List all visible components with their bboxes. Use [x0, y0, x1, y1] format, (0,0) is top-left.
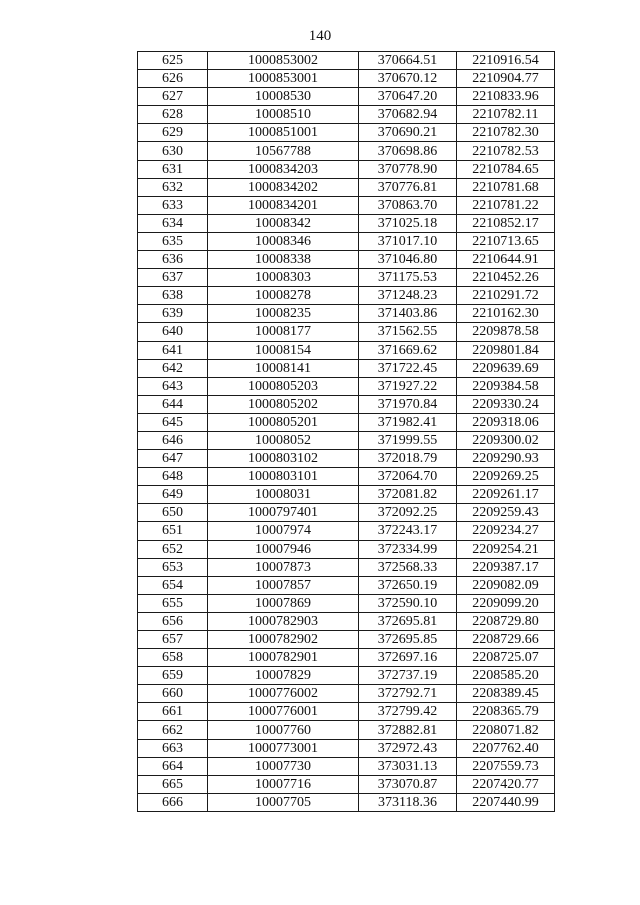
row-number-cell: 645 [138, 413, 208, 431]
table-row [138, 377, 555, 395]
point-id-cell: 10008154 [208, 341, 359, 359]
x-coordinate-cell: 371248.23 [359, 287, 457, 305]
row-number-cell: 651 [138, 522, 208, 540]
point-id-cell: 10008346 [208, 232, 359, 250]
table-row [138, 667, 555, 685]
y-coordinate-cell: 2210162.30 [457, 305, 555, 323]
row-number-cell: 637 [138, 269, 208, 287]
point-id-cell: 1000805202 [208, 395, 359, 413]
row-number-cell: 638 [138, 287, 208, 305]
y-coordinate-cell: 2209269.25 [457, 468, 555, 486]
table-row [138, 468, 555, 486]
y-coordinate-cell: 2210782.11 [457, 106, 555, 124]
table-row [138, 649, 555, 667]
x-coordinate-cell: 372018.79 [359, 450, 457, 468]
table-row [138, 160, 555, 178]
row-number-cell: 648 [138, 468, 208, 486]
point-id-cell: 1000834202 [208, 178, 359, 196]
x-coordinate-cell: 372081.82 [359, 486, 457, 504]
row-number-cell: 647 [138, 450, 208, 468]
point-id-cell: 10567788 [208, 142, 359, 160]
row-number-cell: 646 [138, 431, 208, 449]
table-body [138, 52, 555, 812]
x-coordinate-cell: 370690.21 [359, 124, 457, 142]
y-coordinate-cell: 2210782.53 [457, 142, 555, 160]
table-row [138, 594, 555, 612]
table-row [138, 721, 555, 739]
table-row [138, 757, 555, 775]
row-number-cell: 635 [138, 232, 208, 250]
x-coordinate-cell: 370776.81 [359, 178, 457, 196]
table-row [138, 431, 555, 449]
y-coordinate-cell: 2208365.79 [457, 703, 555, 721]
x-coordinate-cell: 373031.13 [359, 757, 457, 775]
table-row [138, 450, 555, 468]
table-row [138, 504, 555, 522]
y-coordinate-cell: 2210782.30 [457, 124, 555, 142]
row-number-cell: 653 [138, 558, 208, 576]
x-coordinate-cell: 372064.70 [359, 468, 457, 486]
point-id-cell: 1000805203 [208, 377, 359, 395]
x-coordinate-cell: 371927.22 [359, 377, 457, 395]
x-coordinate-cell: 372334.99 [359, 540, 457, 558]
y-coordinate-cell: 2209639.69 [457, 359, 555, 377]
y-coordinate-cell: 2208585.20 [457, 667, 555, 685]
table-row [138, 793, 555, 811]
table-row [138, 612, 555, 630]
table-row [138, 775, 555, 793]
table-row [138, 88, 555, 106]
y-coordinate-cell: 2208389.45 [457, 685, 555, 703]
row-number-cell: 629 [138, 124, 208, 142]
point-id-cell: 10007869 [208, 594, 359, 612]
table-row [138, 196, 555, 214]
y-coordinate-cell: 2209330.24 [457, 395, 555, 413]
y-coordinate-cell: 2210452.26 [457, 269, 555, 287]
point-id-cell: 10007974 [208, 522, 359, 540]
table-row [138, 142, 555, 160]
table-row [138, 269, 555, 287]
coordinates-table [137, 51, 555, 812]
y-coordinate-cell: 2209234.27 [457, 522, 555, 540]
x-coordinate-cell: 372792.71 [359, 685, 457, 703]
point-id-cell: 1000782902 [208, 631, 359, 649]
table-row [138, 341, 555, 359]
x-coordinate-cell: 371046.80 [359, 251, 457, 269]
row-number-cell: 626 [138, 70, 208, 88]
table-row [138, 214, 555, 232]
x-coordinate-cell: 371970.84 [359, 395, 457, 413]
y-coordinate-cell: 2209300.02 [457, 431, 555, 449]
row-number-cell: 634 [138, 214, 208, 232]
x-coordinate-cell: 371999.55 [359, 431, 457, 449]
y-coordinate-cell: 2209254.21 [457, 540, 555, 558]
point-id-cell: 10007829 [208, 667, 359, 685]
y-coordinate-cell: 2210713.65 [457, 232, 555, 250]
y-coordinate-cell: 2210781.68 [457, 178, 555, 196]
point-id-cell: 10007946 [208, 540, 359, 558]
table-row [138, 305, 555, 323]
table-row [138, 106, 555, 124]
x-coordinate-cell: 371562.55 [359, 323, 457, 341]
row-number-cell: 640 [138, 323, 208, 341]
y-coordinate-cell: 2207559.73 [457, 757, 555, 775]
x-coordinate-cell: 370682.94 [359, 106, 457, 124]
x-coordinate-cell: 371175.53 [359, 269, 457, 287]
point-id-cell: 1000834203 [208, 160, 359, 178]
row-number-cell: 644 [138, 395, 208, 413]
row-number-cell: 650 [138, 504, 208, 522]
point-id-cell: 10007716 [208, 775, 359, 793]
x-coordinate-cell: 372737.19 [359, 667, 457, 685]
table-row [138, 685, 555, 703]
y-coordinate-cell: 2209318.06 [457, 413, 555, 431]
y-coordinate-cell: 2208729.66 [457, 631, 555, 649]
row-number-cell: 663 [138, 739, 208, 757]
row-number-cell: 662 [138, 721, 208, 739]
row-number-cell: 641 [138, 341, 208, 359]
point-id-cell: 10007857 [208, 576, 359, 594]
table-row [138, 52, 555, 70]
point-id-cell: 10008031 [208, 486, 359, 504]
x-coordinate-cell: 370664.51 [359, 52, 457, 70]
x-coordinate-cell: 372882.81 [359, 721, 457, 739]
row-number-cell: 633 [138, 196, 208, 214]
y-coordinate-cell: 2209259.43 [457, 504, 555, 522]
page-number: 140 [308, 28, 332, 44]
point-id-cell: 10008141 [208, 359, 359, 377]
x-coordinate-cell: 372650.19 [359, 576, 457, 594]
table-row [138, 70, 555, 88]
y-coordinate-cell: 2208071.82 [457, 721, 555, 739]
y-coordinate-cell: 2209261.17 [457, 486, 555, 504]
point-id-cell: 10007873 [208, 558, 359, 576]
row-number-cell: 659 [138, 667, 208, 685]
x-coordinate-cell: 372972.43 [359, 739, 457, 757]
row-number-cell: 656 [138, 612, 208, 630]
x-coordinate-cell: 370778.90 [359, 160, 457, 178]
x-coordinate-cell: 373118.36 [359, 793, 457, 811]
point-id-cell: 10008235 [208, 305, 359, 323]
row-number-cell: 665 [138, 775, 208, 793]
x-coordinate-cell: 371017.10 [359, 232, 457, 250]
point-id-cell: 1000803101 [208, 468, 359, 486]
row-number-cell: 643 [138, 377, 208, 395]
x-coordinate-cell: 370647.20 [359, 88, 457, 106]
table-row [138, 739, 555, 757]
x-coordinate-cell: 370863.70 [359, 196, 457, 214]
x-coordinate-cell: 372243.17 [359, 522, 457, 540]
x-coordinate-cell: 372695.85 [359, 631, 457, 649]
y-coordinate-cell: 2209387.17 [457, 558, 555, 576]
row-number-cell: 627 [138, 88, 208, 106]
x-coordinate-cell: 371025.18 [359, 214, 457, 232]
row-number-cell: 658 [138, 649, 208, 667]
y-coordinate-cell: 2208725.07 [457, 649, 555, 667]
point-id-cell: 10008342 [208, 214, 359, 232]
row-number-cell: 630 [138, 142, 208, 160]
row-number-cell: 657 [138, 631, 208, 649]
point-id-cell: 10008338 [208, 251, 359, 269]
row-number-cell: 664 [138, 757, 208, 775]
y-coordinate-cell: 2209801.84 [457, 341, 555, 359]
y-coordinate-cell: 2207762.40 [457, 739, 555, 757]
y-coordinate-cell: 2210644.91 [457, 251, 555, 269]
y-coordinate-cell: 2210781.22 [457, 196, 555, 214]
point-id-cell: 10008510 [208, 106, 359, 124]
point-id-cell: 10008177 [208, 323, 359, 341]
y-coordinate-cell: 2210784.65 [457, 160, 555, 178]
point-id-cell: 10007760 [208, 721, 359, 739]
point-id-cell: 10008278 [208, 287, 359, 305]
table-row [138, 486, 555, 504]
x-coordinate-cell: 370670.12 [359, 70, 457, 88]
table-row [138, 703, 555, 721]
y-coordinate-cell: 2210852.17 [457, 214, 555, 232]
table-row [138, 178, 555, 196]
x-coordinate-cell: 370698.86 [359, 142, 457, 160]
y-coordinate-cell: 2207440.99 [457, 793, 555, 811]
point-id-cell: 1000853002 [208, 52, 359, 70]
row-number-cell: 642 [138, 359, 208, 377]
x-coordinate-cell: 371982.41 [359, 413, 457, 431]
row-number-cell: 636 [138, 251, 208, 269]
row-number-cell: 649 [138, 486, 208, 504]
x-coordinate-cell: 371722.45 [359, 359, 457, 377]
x-coordinate-cell: 373070.87 [359, 775, 457, 793]
point-id-cell: 10007705 [208, 793, 359, 811]
y-coordinate-cell: 2209082.09 [457, 576, 555, 594]
x-coordinate-cell: 372568.33 [359, 558, 457, 576]
table-row [138, 631, 555, 649]
point-id-cell: 1000773001 [208, 739, 359, 757]
table-row [138, 359, 555, 377]
point-id-cell: 1000776002 [208, 685, 359, 703]
x-coordinate-cell: 372590.10 [359, 594, 457, 612]
row-number-cell: 625 [138, 52, 208, 70]
table-row [138, 287, 555, 305]
table-row [138, 251, 555, 269]
point-id-cell: 1000853001 [208, 70, 359, 88]
table-row [138, 323, 555, 341]
row-number-cell: 655 [138, 594, 208, 612]
point-id-cell: 1000776001 [208, 703, 359, 721]
x-coordinate-cell: 371669.62 [359, 341, 457, 359]
row-number-cell: 652 [138, 540, 208, 558]
table-row [138, 540, 555, 558]
y-coordinate-cell: 2208729.80 [457, 612, 555, 630]
y-coordinate-cell: 2209384.58 [457, 377, 555, 395]
point-id-cell: 1000782901 [208, 649, 359, 667]
table-row [138, 124, 555, 142]
point-id-cell: 1000782903 [208, 612, 359, 630]
point-id-cell: 1000803102 [208, 450, 359, 468]
point-id-cell: 1000805201 [208, 413, 359, 431]
x-coordinate-cell: 372092.25 [359, 504, 457, 522]
table-row [138, 558, 555, 576]
y-coordinate-cell: 2210833.96 [457, 88, 555, 106]
row-number-cell: 631 [138, 160, 208, 178]
row-number-cell: 661 [138, 703, 208, 721]
table-row [138, 413, 555, 431]
table-row [138, 395, 555, 413]
x-coordinate-cell: 372695.81 [359, 612, 457, 630]
point-id-cell: 10008303 [208, 269, 359, 287]
point-id-cell: 1000834201 [208, 196, 359, 214]
table-row [138, 576, 555, 594]
row-number-cell: 660 [138, 685, 208, 703]
row-number-cell: 632 [138, 178, 208, 196]
row-number-cell: 639 [138, 305, 208, 323]
row-number-cell: 654 [138, 576, 208, 594]
y-coordinate-cell: 2210916.54 [457, 52, 555, 70]
point-id-cell: 10008530 [208, 88, 359, 106]
x-coordinate-cell: 372799.42 [359, 703, 457, 721]
x-coordinate-cell: 372697.16 [359, 649, 457, 667]
y-coordinate-cell: 2209290.93 [457, 450, 555, 468]
table-row [138, 522, 555, 540]
y-coordinate-cell: 2210904.77 [457, 70, 555, 88]
table-row [138, 232, 555, 250]
point-id-cell: 10008052 [208, 431, 359, 449]
row-number-cell: 666 [138, 793, 208, 811]
y-coordinate-cell: 2209099.20 [457, 594, 555, 612]
y-coordinate-cell: 2209878.58 [457, 323, 555, 341]
x-coordinate-cell: 371403.86 [359, 305, 457, 323]
point-id-cell: 1000797401 [208, 504, 359, 522]
y-coordinate-cell: 2210291.72 [457, 287, 555, 305]
point-id-cell: 1000851001 [208, 124, 359, 142]
row-number-cell: 628 [138, 106, 208, 124]
y-coordinate-cell: 2207420.77 [457, 775, 555, 793]
point-id-cell: 10007730 [208, 757, 359, 775]
